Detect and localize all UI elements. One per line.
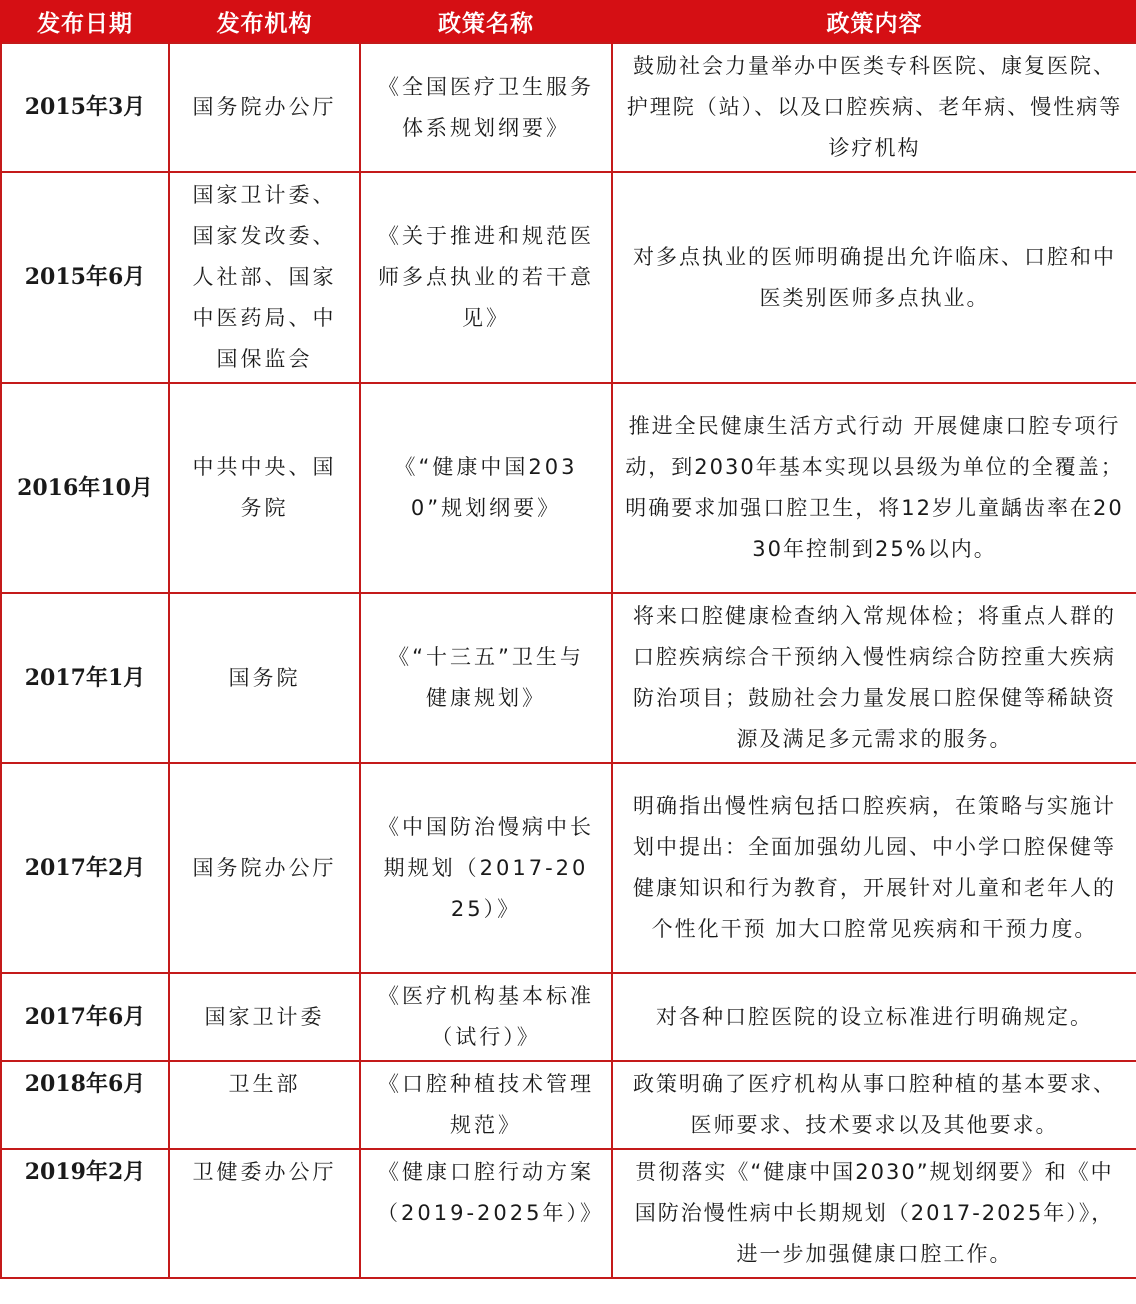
- cell-policy-content: 明确指出慢性病包括口腔疾病，在策略与实施计划中提出：全面加强幼儿园、中小学口腔保健等健康知识和行为教育，开展针对儿童和老年人的个性化干预 加大口腔常见疾病和干预力度。: [612, 763, 1136, 973]
- cell-date: 2017年6月: [1, 973, 169, 1061]
- cell-agency: 国家卫计委、国家发改委、人社部、国家中医药局、中国保监会: [169, 172, 360, 383]
- header-date: 发布日期: [1, 0, 169, 43]
- header-agency: 发布机构: [169, 0, 360, 43]
- cell-date: 2016年10月: [1, 383, 169, 593]
- table-row: [1, 763, 1136, 973]
- cell-policy-content: 鼓励社会力量举办中医类专科医院、康复医院、护理院（站）、以及口腔疾病、老年病、慢性病等诊疗机构: [612, 43, 1136, 172]
- cell-date: 2018年6月: [1, 1061, 169, 1149]
- table-row: [1, 1061, 1136, 1149]
- table-row: [1, 593, 1136, 763]
- cell-policy-content: 对各种口腔医院的设立标准进行明确规定。: [612, 973, 1136, 1061]
- cell-policy-name: 《全国医疗卫生服务体系规划纲要》: [360, 43, 612, 172]
- cell-policy-content: 政策明确了医疗机构从事口腔种植的基本要求、医师要求、技术要求以及其他要求。: [612, 1061, 1136, 1149]
- table-row: [1, 973, 1136, 1061]
- cell-date: 2017年2月: [1, 763, 169, 973]
- cell-policy-content: 贯彻落实《“健康中国2030”规划纲要》和《中国防治慢性病中长期规划（2017-2025年）》，进一步加强健康口腔工作。: [612, 1149, 1136, 1278]
- cell-policy-name: 《健康口腔行动方案（2019-2025年）》: [360, 1149, 612, 1278]
- table-row: [1, 172, 1136, 383]
- cell-policy-name: 《“十三五”卫生与健康规划》: [360, 593, 612, 763]
- cell-policy-content: 将来口腔健康检查纳入常规体检；将重点人群的口腔疾病综合干预纳入慢性病综合防控重大疾病防治项目；鼓励社会力量发展口腔保健等稀缺资源及满足多元需求的服务。: [612, 593, 1136, 763]
- cell-policy-name: 《关于推进和规范医师多点执业的若干意见》: [360, 172, 612, 383]
- cell-date: 2017年1月: [1, 593, 169, 763]
- table-header: [1, 0, 1136, 43]
- cell-date: 2019年2月: [1, 1149, 169, 1278]
- cell-agency: 中共中央、国务院: [169, 383, 360, 593]
- cell-policy-name: 《医疗机构基本标准（试行）》: [360, 973, 612, 1061]
- cell-policy-name: 《“健康中国2030”规划纲要》: [360, 383, 612, 593]
- cell-agency: 国务院办公厅: [169, 763, 360, 973]
- cell-date: 2015年3月: [1, 43, 169, 172]
- header-policy-name: 政策名称: [360, 0, 612, 43]
- cell-policy-content: 推进全民健康生活方式行动 开展健康口腔专项行动，到2030年基本实现以县级为单位的全覆盖；明确要求加强口腔卫生，将12岁儿童龋齿率在2030年控制到25%以内。: [612, 383, 1136, 593]
- header-policy-content: 政策内容: [612, 0, 1136, 43]
- table-row: [1, 43, 1136, 172]
- table-row: [1, 1149, 1136, 1278]
- cell-agency: 国务院: [169, 593, 360, 763]
- cell-policy-content: 对多点执业的医师明确提出允许临床、口腔和中医类别医师多点执业。: [612, 172, 1136, 383]
- cell-agency: 国家卫计委: [169, 973, 360, 1061]
- cell-policy-name: 《口腔种植技术管理规范》: [360, 1061, 612, 1149]
- cell-agency: 卫生部: [169, 1061, 360, 1149]
- cell-agency: 卫健委办公厅: [169, 1149, 360, 1278]
- cell-policy-name: 《中国防治慢病中长期规划（2017-2025）》: [360, 763, 612, 973]
- cell-date: 2015年6月: [1, 172, 169, 383]
- cell-agency: 国务院办公厅: [169, 43, 360, 172]
- table-row: [1, 383, 1136, 593]
